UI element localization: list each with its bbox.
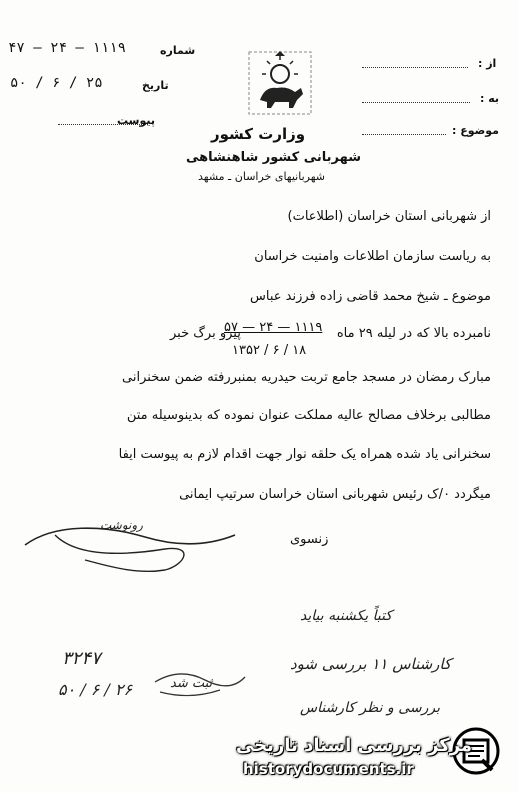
handwritten-note-1: کتباً یکشنبه بیاید	[300, 608, 392, 624]
body-line-to: به ریاست سازمان اطلاعات وامنیت خراسان	[254, 249, 491, 264]
letter-number-value: ۴۷ — ۲۴ — ۱۱۱۹	[8, 40, 127, 56]
to-line	[362, 102, 470, 103]
body-line-6: مطالبی برخلاف مصالح عالیه مملکت عنوان نموده که بدینوسیله متن	[126, 408, 491, 423]
handwritten-register-number: ۳۲۴۷	[62, 648, 101, 669]
from-label: از :	[478, 57, 497, 70]
stamp-scribble-icon	[150, 662, 250, 702]
attachment-label: پیوست	[117, 114, 155, 127]
handwritten-note-2: کارشناس ۱۱ بررسی شود	[290, 655, 452, 673]
cc-label: رونوشت	[100, 518, 143, 532]
lion-and-sun-emblem-icon	[245, 48, 315, 118]
handwritten-note-3: بررسی و نظر کارشناس	[300, 700, 440, 716]
letter-date-label: تاریخ	[142, 79, 169, 92]
body-line-5: مبارک رمضان در مسجد جامع تربت حیدریه بمنبررفته ضمن سخنرانی	[122, 370, 491, 385]
body-line-7: سخنرانی یاد شده همراه یک حلقه نوار جهت اقدام لازم به پیوست ایفا	[118, 447, 491, 462]
handwritten-register-note: ثبت شد	[170, 676, 213, 691]
body-line-reference-start: پیرو برگ خبر	[170, 326, 241, 341]
from-line	[362, 67, 468, 68]
body-line-8: میگردد ۰/ک رئیس شهربانی استان خراسان سرتیپ ایمانی	[179, 487, 491, 502]
body-line-reference-number: ۵۷ — ۲۴ — ۱۱۱۹	[224, 320, 323, 335]
watermark-url: historydocuments.ir	[243, 760, 414, 778]
body-line-subject: موضوع ـ شیخ محمد قاضی زاده فرزند عباس	[250, 289, 491, 304]
letter-number-label: شماره	[160, 44, 196, 57]
cc-recipient: زنسوی	[290, 532, 329, 547]
sub-municipality-title: شهربانیهای خراسان ـ مشهد	[198, 170, 326, 183]
handwritten-register-date: ۵۰ / ۶ / ۲۶	[58, 680, 133, 699]
ministry-title: وزارت کشور	[211, 125, 306, 143]
letter-date-value: ۵۰ / ۶ / ۲۵	[10, 75, 103, 91]
body-line-reference-end: نامبرده بالا که در لیله ۲۹ ماه	[336, 326, 491, 341]
body-line-reference-date: ۱۳۵۲ / ۶ / ۱۸	[232, 343, 307, 358]
municipality-title: شهربانی کشور شاهنشاهی	[186, 150, 361, 165]
watermark-title: مرکز بررسی اسناد تاریخی	[236, 735, 473, 756]
to-label: به :	[480, 92, 500, 105]
body-line-from: از شهربانی استان خراسان (اطلاعات)	[287, 209, 491, 224]
signature-scribble-icon	[15, 515, 245, 575]
subject-label: موضوع :	[452, 124, 499, 137]
subject-line	[362, 134, 446, 135]
